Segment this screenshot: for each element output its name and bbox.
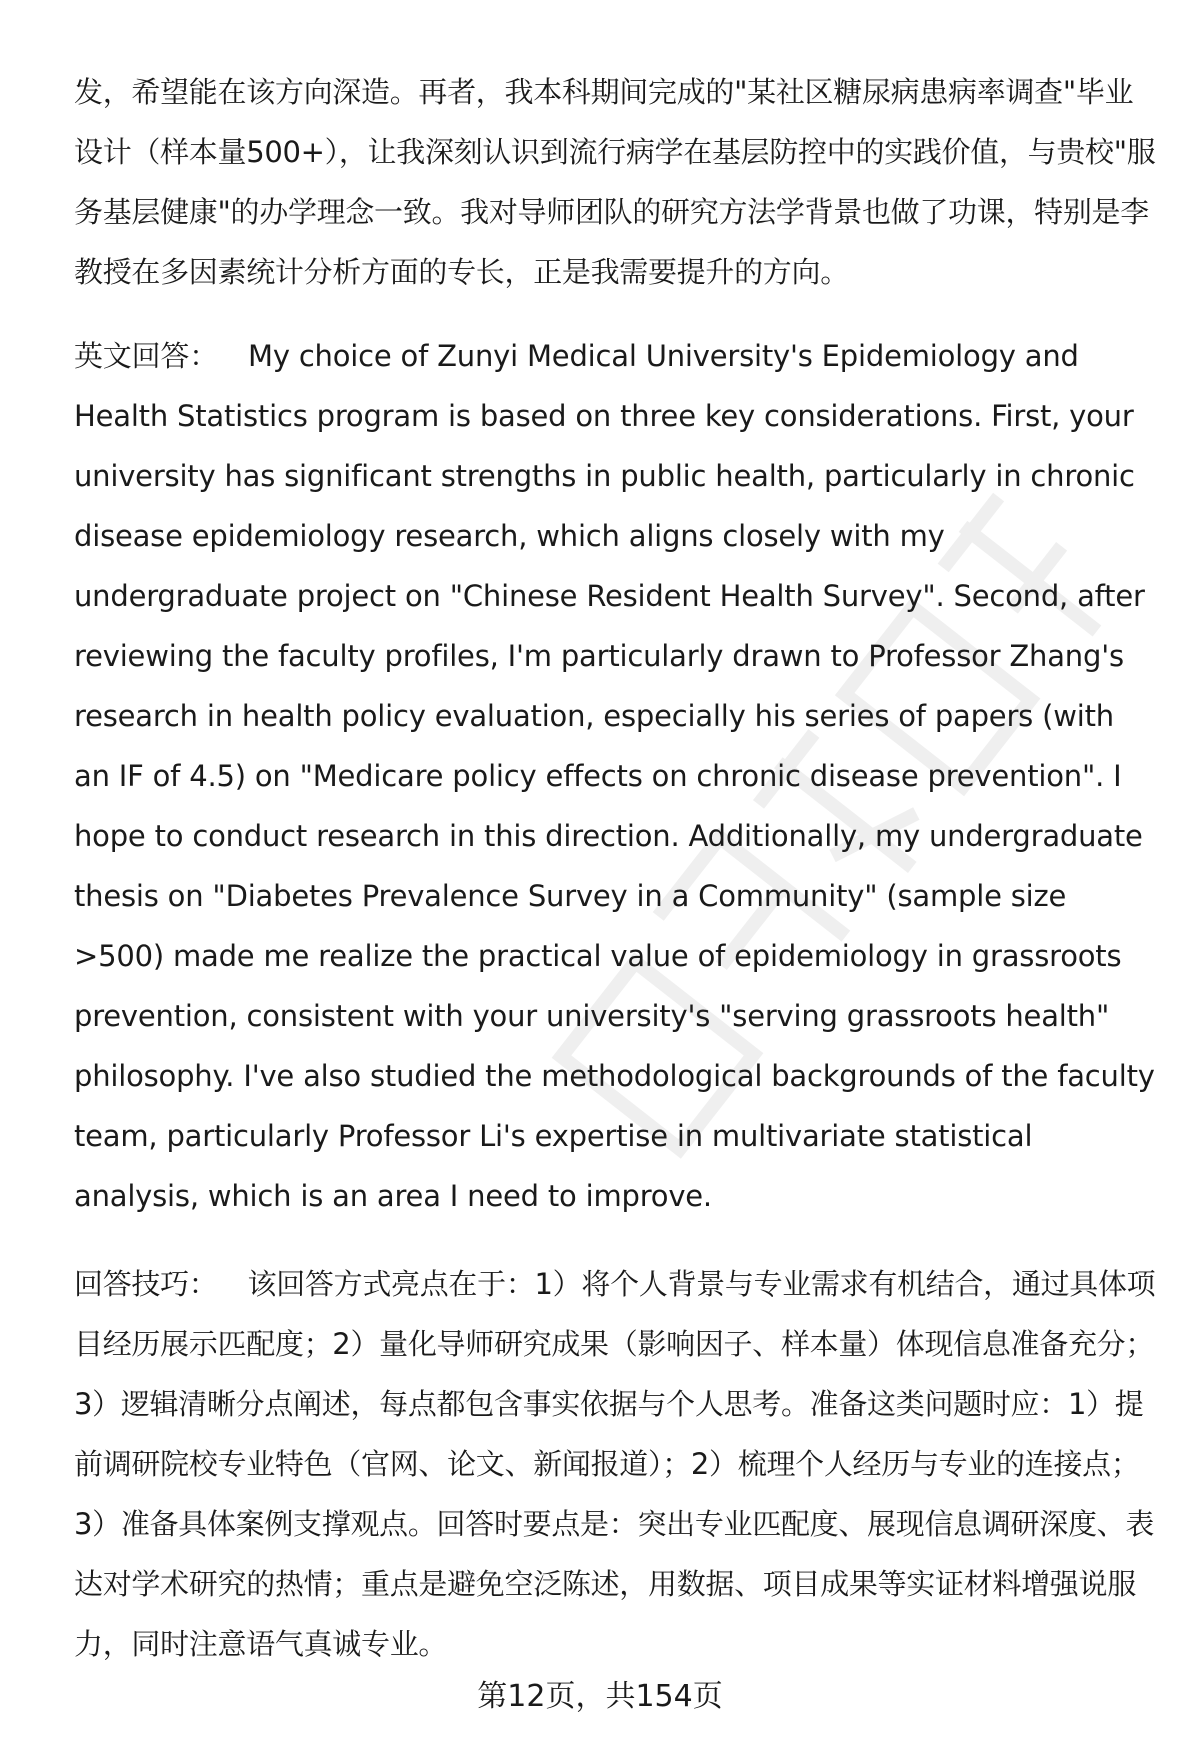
- answer-tips-text: 该回答方式亮点在于：1）将个人背景与专业需求有机结合，通过具体项目经历展示匹配度；2）量化导师研究成果（影响因子、样本量）体现信息准备充分；3）逻辑清晰分点阐述，每点都包含事实依据与个人思考。准备这类问题时应：1）提前调研院校专业特色（官网、论文、新闻报道）；2）梳理个人经历与专业的连接点；3）准备具体案例支撑观点。回答时要点是：突出专业匹配度、展现信息调研深度、表达对学术研究的热情；重点是避免空泛陈述，用数据、项目成果等实证材料增强说服力，同时注意语气真诚专业。: [74, 1267, 1156, 1661]
- english-answer-text: My choice of Zunyi Medical University's Epidemiology and Health Statistics program is based on three key considerations. First, your university has significant strengths in public health, particularly in chronic disease epidemiology research, which aligns closely with my undergraduate project on "Chinese Resident Health Survey". Second, after reviewing the faculty profiles, I'm particularly drawn to Professor Zhang's research in health policy evaluation, especially his series of papers (with an IF of 4.5) on "Medicare policy effects on chronic disease prevention". I hope to conduct research in this direction. Additionally, my undergraduate thesis on "Diabetes Prevalence Survey in a Community" (sample size >500) made me realize the practical value of epidemiology in grassroots prevention, consistent with your university's "serving grassroots health" philosophy. I've also studied the methodological backgrounds of the faculty team, particularly Professor Li's expertise in multivariate statistical analysis, which is an area I need to improve.: [74, 339, 1155, 1213]
- english-answer-paragraph: [74, 326, 1158, 1226]
- english-answer-label: 英文回答：: [74, 339, 219, 373]
- page-number-footer: 第12页，共154页: [477, 1679, 723, 1714]
- document-page: [74, 62, 1158, 1674]
- answer-tips-paragraph: [74, 1254, 1158, 1674]
- answer-tips-label: 回答技巧：: [74, 1267, 218, 1301]
- continuation-paragraph: 发，希望能在该方向深造。再者，我本科期间完成的"某社区糖尿病患病率调查"毕业设计（样本量500+），让我深刻认识到流行病学在基层防控中的实践价值，与贵校"服务基层健康"的办学理念一致。我对导师团队的研究方法学背景也做了功课，特别是李教授在多因素统计分析方面的专长，正是我需要提升的方向。: [74, 75, 1156, 289]
